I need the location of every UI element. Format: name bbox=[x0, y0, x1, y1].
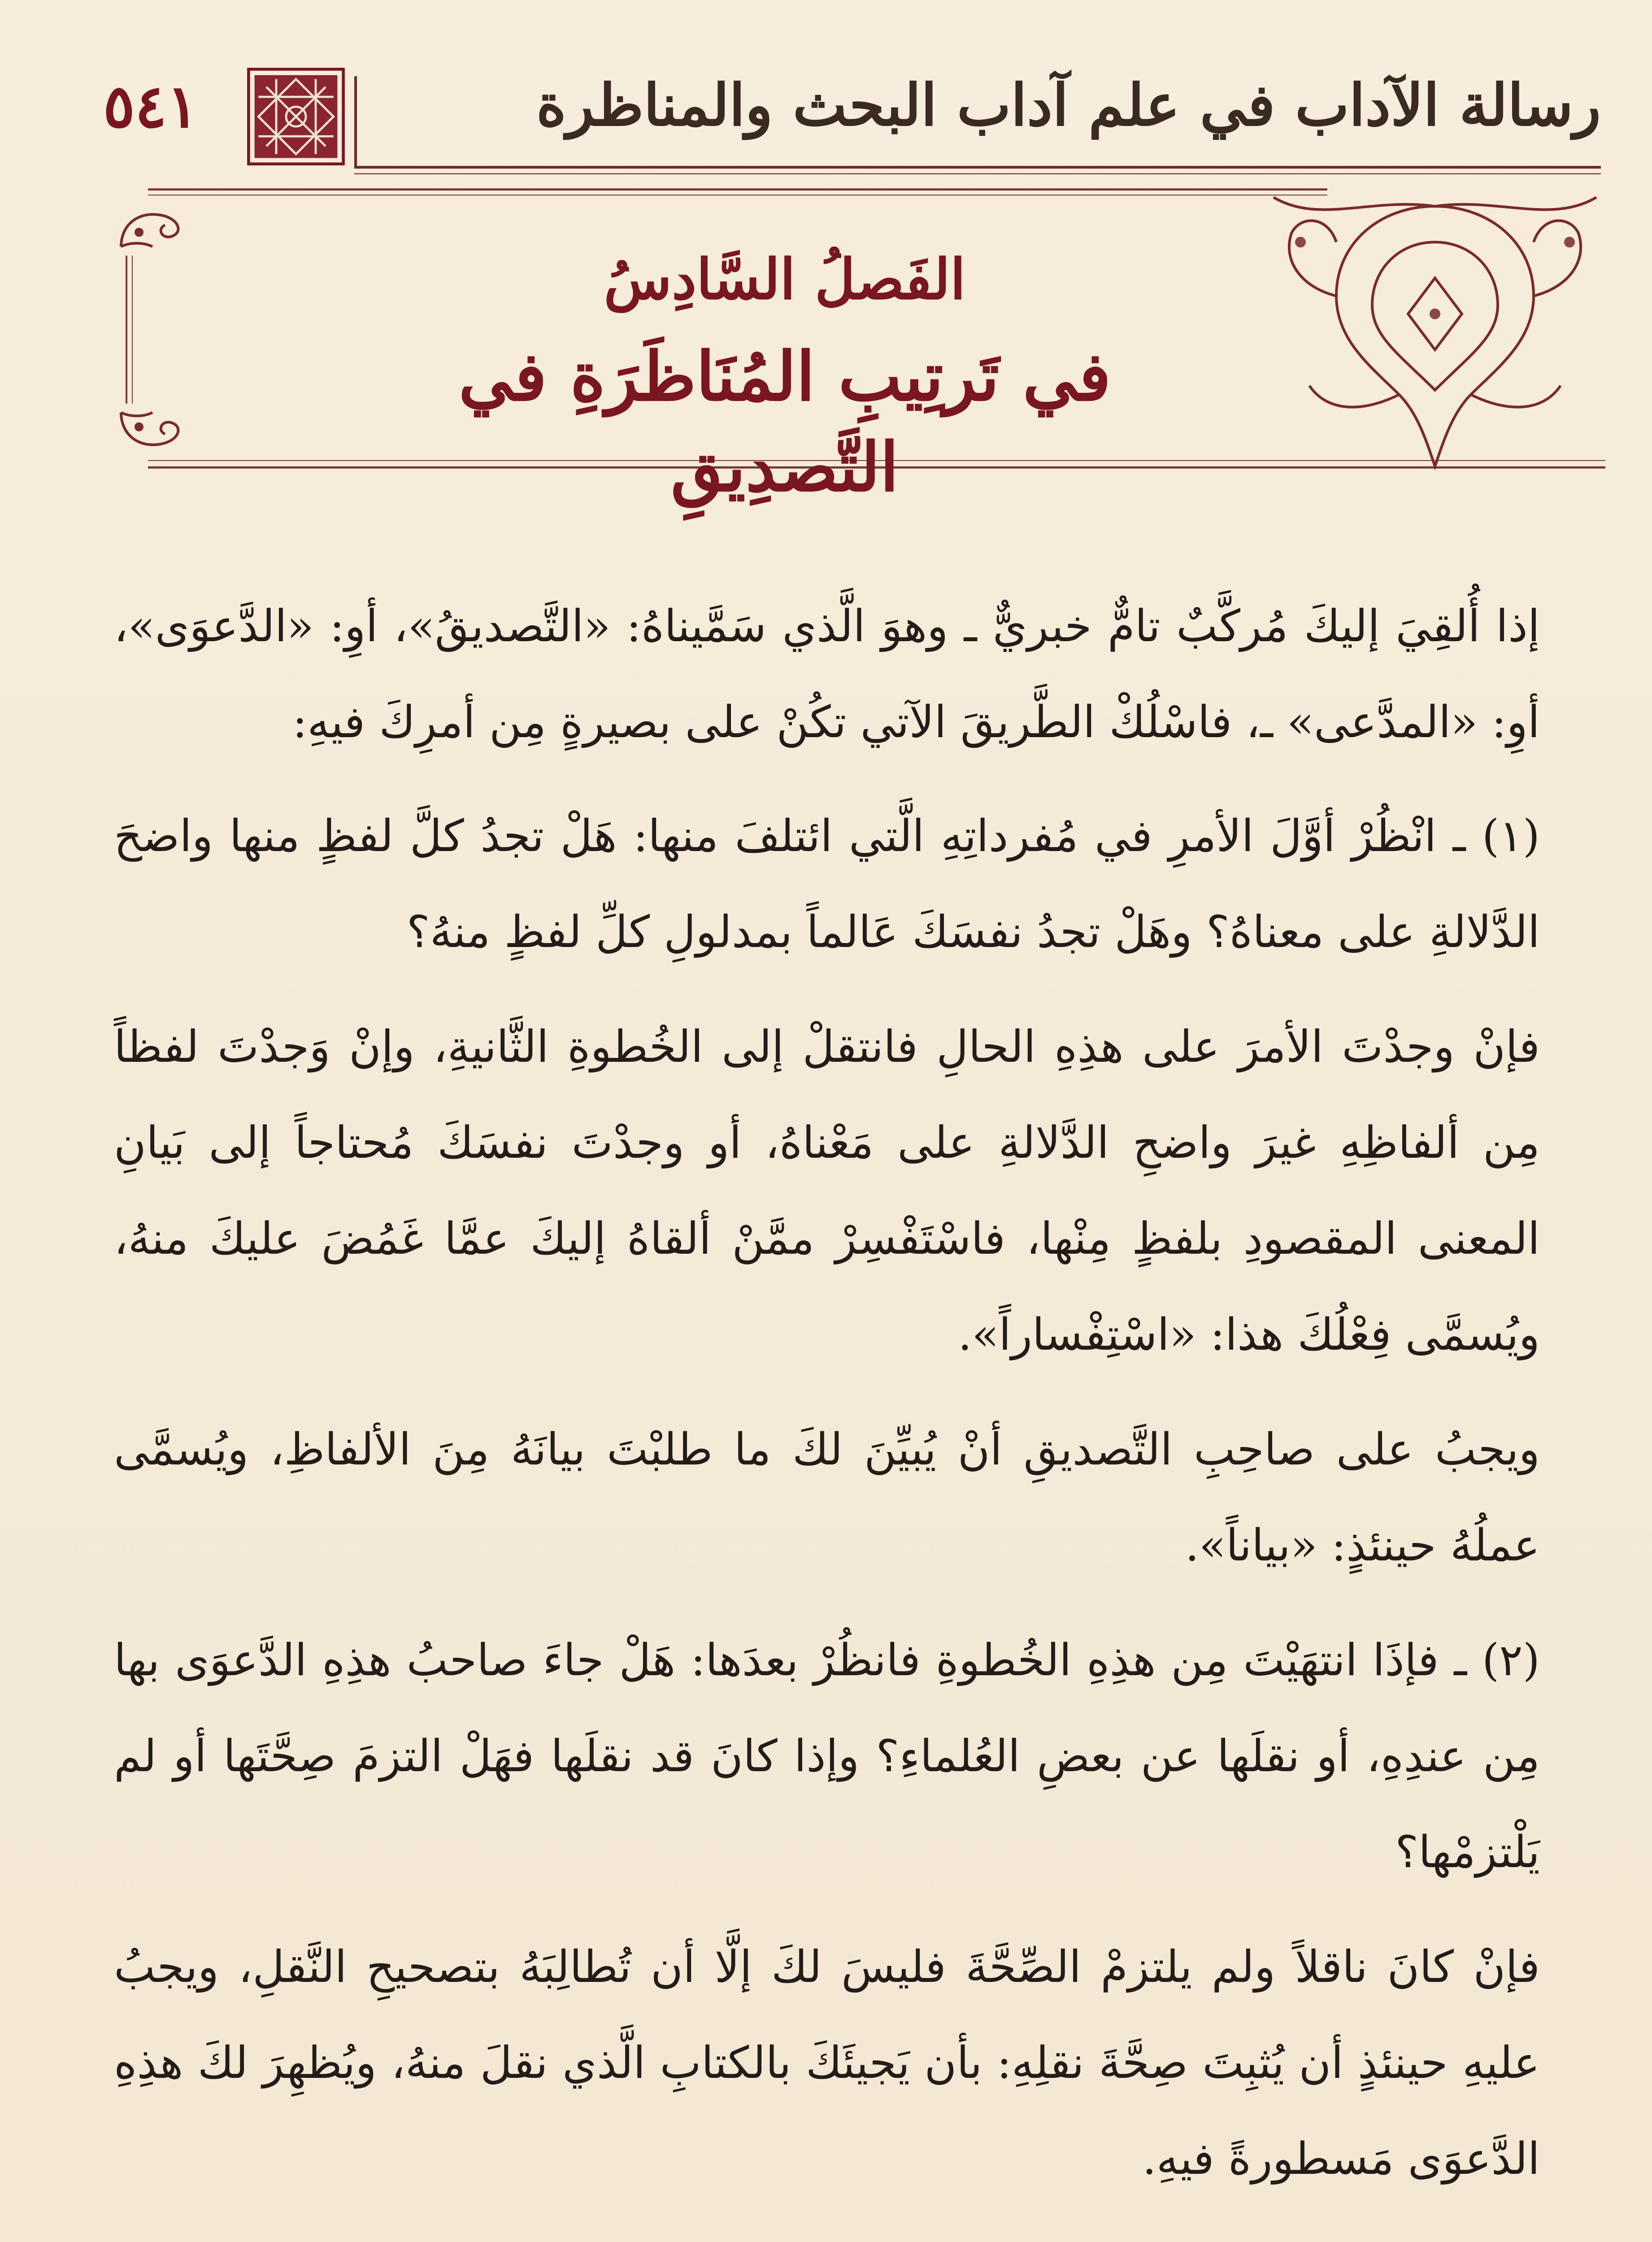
paragraph: فإنْ كانَ ناقلاً ولم يلتزمْ الصِّحَّةَ فليسَ لكَ إلَّا أن تُطالِبَهُ بتصحيحِ النَّقلِ، ويجبُ عليهِ حينئذٍ أن يُثبِتَ صِحَّةَ نقلِهِ: بأن يَجيئَكَ بالكتابِ الَّذي نقلَ منهُ، ويُظهِرَ لكَ هذِهِ الدَّعوَى مَسطورةً فيهِ. bbox=[114, 1942, 1540, 2185]
frame-left-rule-thin bbox=[132, 256, 133, 404]
paragraph: إذا أُلقِيَ إليكَ مُركَّبٌ تامٌّ خبريٌّ ـ وهوَ الَّذي سَمَّيناهُ: «التَّصديقُ»، أوِ: «الدَّعوَى»، أوِ: «المدَّعى» ـ، فاسْلُكْ الطَّريقَ الآتي تكُنْ على بصيرةٍ مِن أمرِكَ فيهِ: bbox=[114, 601, 1540, 748]
chapter-title: الفَصلُ السَّادِسُ bbox=[604, 247, 966, 312]
header-divider bbox=[354, 76, 357, 169]
arabesque-ornament-icon bbox=[1265, 188, 1605, 484]
header-rule bbox=[354, 166, 1601, 178]
chapter-subtitle: في تَرتِيبِ المُنَاظَرَةِ في التَّصدِيقِ bbox=[458, 337, 1111, 507]
chapter-heading bbox=[336, 247, 1233, 513]
frame-left-rule bbox=[126, 256, 127, 404]
page-number: ٥٤١ bbox=[103, 72, 199, 141]
running-header-title: رسالة الآداب في علم آداب البحث والمناظرة bbox=[536, 72, 1601, 139]
running-header bbox=[103, 67, 1601, 193]
frame-top-rule bbox=[148, 188, 1327, 191]
paragraph bbox=[114, 2226, 1540, 2242]
paragraph: (٢) ـ فإذَا انتهَيْتَ مِن هذِهِ الخُطوةِ فانظُرْ بعدَها: هَلْ جاءَ صاحبُ هذِهِ الدَّعوَى بها مِن عندِهِ، أو نقلَها عن بعضِ العُلماءِ؟ وإذا كانَ قد نقلَها فهَلْ التزمَ صِحَّتَها أو لم يَلْتزمْها؟ bbox=[114, 1635, 1540, 1878]
body-text bbox=[114, 578, 1540, 2242]
paragraph: (١) ـ انْظُرْ أوَّلَ الأمرِ في مُفرداتِهِ الَّتي ائتلفَ منها: هَلْ تجدُ كلَّ لفظٍ منها واضحَ الدَّلالةِ على معناهُ؟ وهَلْ تجدُ نفسَكَ عَالماً بمدلولِ كلِّ لفظٍ منهُ؟ bbox=[114, 811, 1540, 958]
paragraph: ويجبُ على صاحِبِ التَّصديقِ أنْ يُبيِّنَ لكَ ما طلبْتَ بيانَهُ مِنَ الألفاظِ، ويُسمَّى عملُهُ حينئذٍ: «بياناً». bbox=[114, 1424, 1540, 1571]
lattice-ornament-icon bbox=[247, 67, 345, 166]
frame-top-rule-thin bbox=[148, 195, 1327, 196]
paragraph: فإنْ وجدْتَ الأمرَ على هذِهِ الحالِ فانتقلْ إلى الخُطوةِ الثَّانيةِ، وإنْ وَجدْتَ لفظاً مِن ألفاظِهِ غيرَ واضحِ الدَّلالةِ على مَعْناهُ، أو وجدْتَ نفسَكَ مُحتاجاً إلى بَيانِ المعنى المقصودِ بلفظٍ مِنْها، فاسْتَفْسِرْ ممَّنْ ألقاهُ إليكَ عمَّا غَمُضَ عليكَ منهُ، ويُسمَّى فِعْلُكَ هذا: «اسْتِفْساراً». bbox=[114, 1021, 1540, 1360]
chapter-frame bbox=[112, 188, 1605, 507]
curl-ornament-icon bbox=[112, 404, 193, 462]
curl-ornament-icon bbox=[112, 197, 193, 256]
